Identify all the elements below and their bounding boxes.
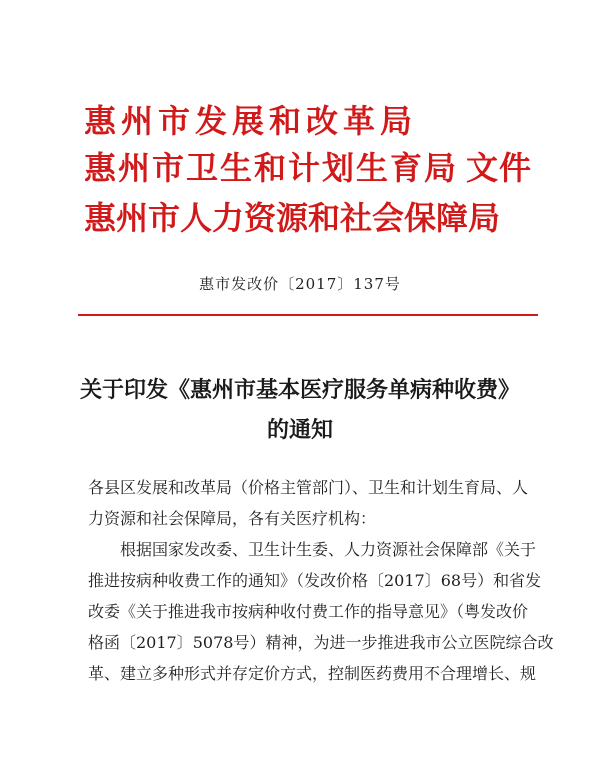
red-divider-line [78,314,538,316]
notice-title-line-1: 关于印发《惠州市基本医疗服务单病种收费》 [79,377,520,403]
body-text-line: 格函〔2017〕5078号）精神，为进一步推进我市公立医院综合改 [88,633,554,652]
document-number: 惠市发改价〔2017〕137号 [199,275,401,293]
notice-title-line-2: 的通知 [266,417,333,443]
issuer-name: 惠州市人力资源和社会保障局 [84,199,501,237]
body-text-line: 力资源和社会保障局，各有关医疗机构： [88,509,377,528]
doc-type-label: 文件 [466,149,533,187]
issuer-name: 惠州市发展和改革局 [84,102,418,140]
body-text-line: 推进按病种收费工作的通知》（发改价格〔2017〕68号）和省发 [88,571,542,590]
issuer-line-development-reform [84,102,418,140]
body-text-line: 根据国家发改委、卫生计生委、人力资源社会保障部《关于 [88,540,537,559]
body-text-line: 革、建立多种形式并存定价方式，控制医药费用不合理增长、规 [88,664,537,683]
issuer-line-health-family-planning [84,149,533,187]
issuer-line-human-resources [84,199,501,237]
body-text-line: 各县区发展和改革局（价格主管部门）、卫生和计划生育局、人 [88,478,529,497]
issuer-name: 惠州市卫生和计划生育局 [84,149,459,187]
body-text-line: 改委《关于推进我市按病种收付费工作的指导意见》（粤发改价 [88,602,529,621]
